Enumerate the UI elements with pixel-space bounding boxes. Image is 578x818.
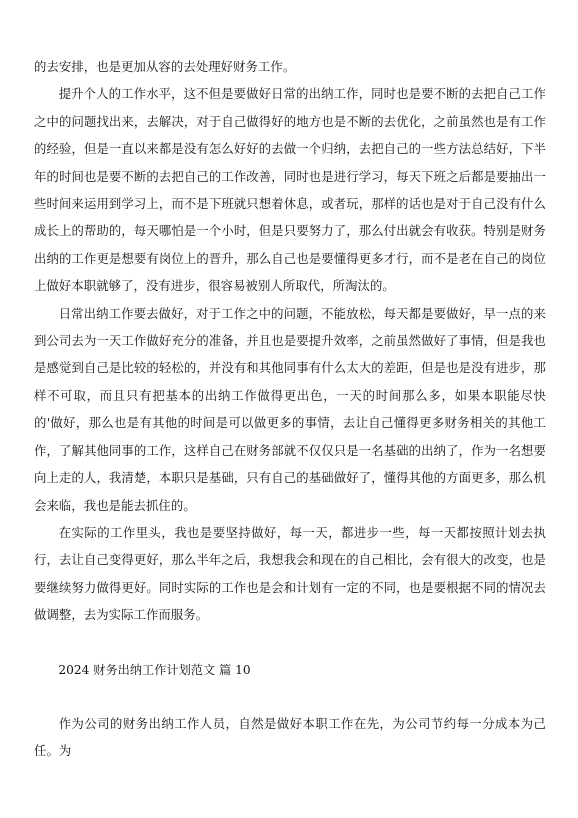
paragraph-section-start: 作为公司的财务出纳工作人员，自然是做好本职工作在先，为公司节约每一分成本为己任。为 xyxy=(34,716,546,759)
section-heading: 2024 财务出纳工作计划范文 篇 10 xyxy=(58,662,251,677)
document-body xyxy=(34,54,546,766)
paragraph-daily-work: 日常出纳工作要去做好，对于工作之中的问题，不能放松，每天都是要做好，早一点的来到公司去为一天工作做好充分的准备，并且也是要提升效率，之前虽然做好了事情，但是我也是感觉到自己是比较的轻松的，并没有和其他同事有什么太大的差距，但是也是没有进步，那样不可取，而且只有把基本的出纳工作做得更出色，一天的时间那么多，如果本职能尽快的'做好，那么也是有其他的时间是可以做更多的事情，去让自己懂得更多财务相关的其他工作，了解其他同事的工作，这样自己在财务部就不仅仅只是一名基础的出纳了，作为一名想要向上走的人，我清楚，本职只是基础，只有自己的基础做好了，懂得其他的方面更多，那么机会来临，我也是能去抓住的。 xyxy=(34,306,546,513)
paragraph-actual-work: 在实际的工作里头，我也是要坚持做好，每一天，都进步一些，每一天都按照计划去执行，去让自己变得更好，那么半年之后，我想我会和现在的自己相比，会有很大的改变，也是要继续努力做得更好。同时实际的工作也是会和计划有一定的不同，也是要根据不同的情况去做调整，去为实际工作而服务。 xyxy=(34,525,546,623)
paragraph-improve-skills: 提升个人的工作水平，这不但是要做好日常的出纳工作，同时也是要不断的去把自己工作之中的问题找出来，去解决，对于自己做得好的地方也是不断的去优化，之前虽然也是有工作的经验，但是一直以来都是没有怎么好好的去做一个归纳，去把自己的一些方法总结好，下半年的时间也是要不断的去把自己的工作改善，同时也是进行学习，每天下班之后都是要抽出一些时间来运用到学习上，而不是下班就只想着休息，或者玩，那样的话也是对于自己没有什么成长上的帮助的，每天哪怕是一个小时，但是只要努力了，那么付出就会有收获。特别是财务出纳的工作更是想要有岗位上的晋升，那么自己也是要懂得更多才行，而不是老在自己的岗位上做好本职就够了，没有进步，很容易被别人所取代，所淘汰的。 xyxy=(34,87,546,294)
paragraph-continuation: 的去安排，也是更加从容的去处理好财务工作。 xyxy=(34,60,296,74)
